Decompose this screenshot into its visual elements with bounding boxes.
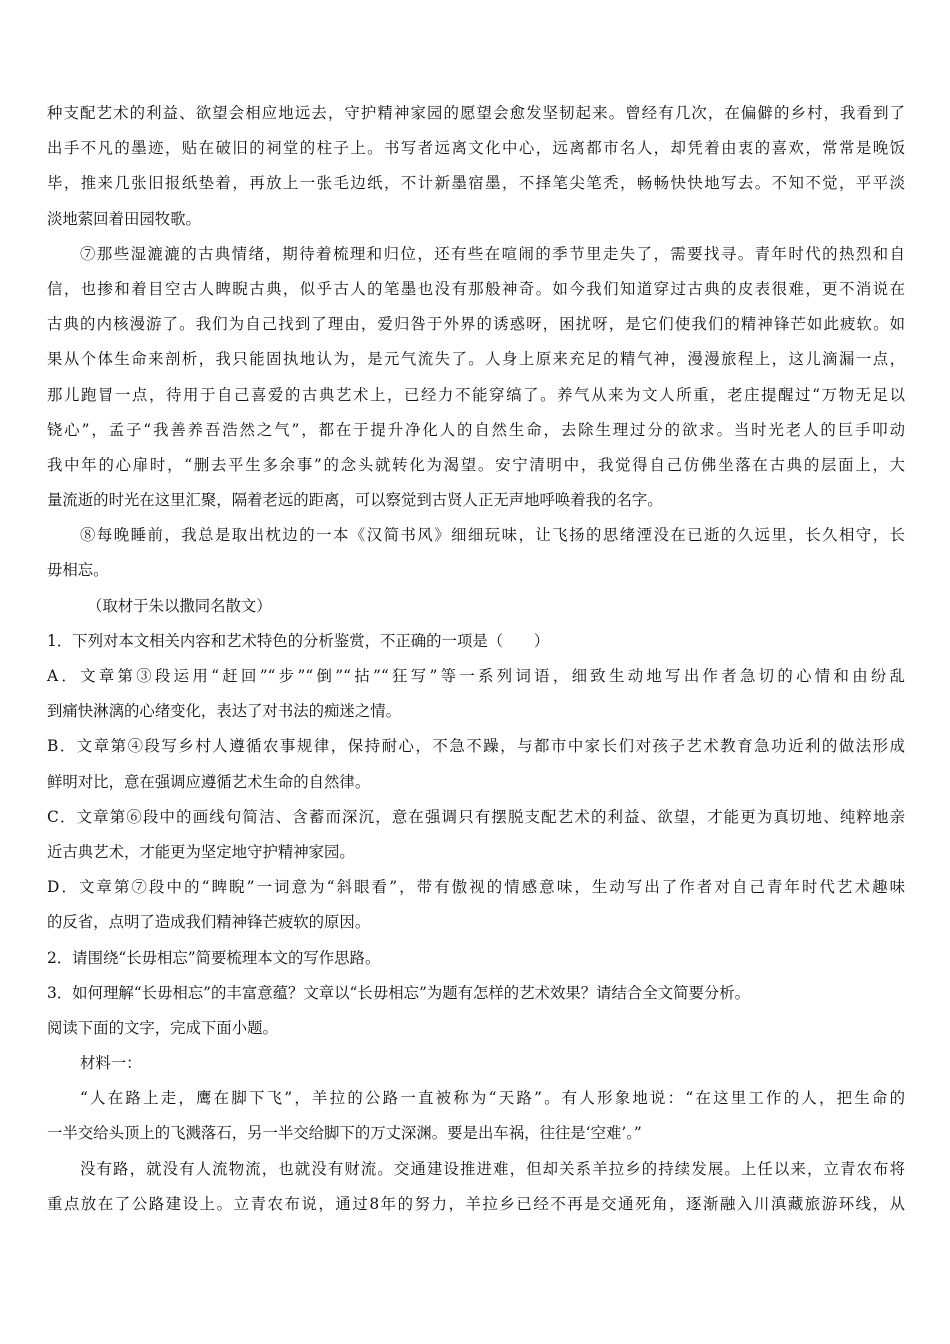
text-line: 淡地萦回着田园牧歌。	[47, 209, 201, 228]
text-line: 那儿跑冒一点，待用于自己喜爱的古典艺术上，已经力不能穿缟了。养气从来为文人所重，老庄提醒过“万物无足以	[47, 385, 905, 404]
text-line: 重点放在了公路建设上。立青农布说，通过8年的努力，羊拉乡已经不再是交通死角，逐渐融入川滇藏旅游环线，从	[47, 1194, 905, 1213]
text-line: 种支配艺术的利益、欲望会相应地远去，守护精神家园的愿望会愈发坚韧起来。曾经有几次，在偏僻的乡村，我看到了	[47, 104, 905, 122]
question-1: 1．下列对本文相关内容和艺术特色的分析鉴赏，不正确的一项是（ ）	[47, 631, 550, 650]
question-3: 3．如何理解“长毋相忘”的丰富意蕴？文章以“长毋相忘”为题有怎样的艺术效果？请结合全文简要分析。	[47, 983, 751, 1002]
text-line: 量流逝的时光在这里汇聚，隔着老远的距离，可以察觉到古贤人正无声地呼唤着我的名字。	[47, 491, 663, 510]
option-c: C．文章第⑥段中的画线句简洁、含蓄而深沉，意在强调只有摆脱支配艺术的利益、欲望，才能更为真切地、纯粹地亲	[47, 807, 905, 826]
text-line: 一半交给头顶上的飞溅落石，另一半交给脚下的万丈深渊。要是出车祸，往往是‘空难’。”	[47, 1124, 642, 1143]
question-2: 2．请围绕“长毋相忘”简要梳理本文的写作思路。	[47, 948, 381, 967]
option-b-cont: 鲜明对比，意在强调应遵循艺术生命的自然律。	[47, 772, 371, 791]
text-line: 信，也掺和着目空古人睥睨古典，似乎古人的笔墨也没有那般神奇。如今我们知道穿过古典的皮表很难，更不消说在	[47, 279, 905, 298]
reading-instruction: 阅读下面的文字，完成下面小题。	[47, 1018, 278, 1037]
document-page	[47, 96, 905, 1222]
option-b: B．文章第④段写乡村人遵循农事规律，保持耐心，不急不躁，与都市中家长们对孩子艺术教育急功近利的做法形成	[47, 737, 905, 756]
material-1-heading: 材料一：	[80, 1054, 142, 1073]
material-paragraph: 没有路，就没有人流物流，也就没有财流。交通建设推进难，但却关系羊拉乡的持续发展。上任以来，立青农布将	[80, 1159, 905, 1178]
option-a-cont: 到痛快淋漓的心绪变化，表达了对书法的痴迷之情。	[47, 702, 401, 721]
text-line: 毕，推来几张旧报纸垫着，再放上一张毛边纸，不计新墨宿墨，不择笔尖笔秃，畅畅快快地写去。不知不觉，平平淡	[47, 174, 905, 193]
text-line: 我中年的心扉时，“删去平生多余事”的念头就转化为渴望。安宁清明中，我觉得自己仿佛坐落在古典的层面上，大	[47, 455, 905, 474]
text-line: 果从个体生命来剖析，我只能固执地认为，是元气流失了。人身上原来充足的精气神，漫漫旅程上，这儿滴漏一点，	[47, 350, 905, 369]
paragraph-8-start: ⑧每晚睡前，我总是取出枕边的一本《汉简书风》细细玩味，让飞扬的思绪湮没在已逝的久远里，长久相守，长	[80, 526, 905, 545]
option-c-cont: 近古典艺术，才能更为坚定地守护精神家园。	[47, 842, 355, 861]
text-line: 铙心”，孟子“我善养吾浩然之气”，都在于提升净化人的自然生命，去除生理过分的欲求。当时光老人的巨手叩动	[47, 420, 905, 439]
source-note: （取材于朱以撒同名散文）	[87, 596, 272, 615]
option-d: D．文章第⑦段中的“睥睨”一词意为“斜眼看”，带有傲视的情感意味，生动写出了作者对自己青年时代艺术趣味	[47, 878, 905, 897]
option-d-cont: 的反省，点明了造成我们精神锋芒疲软的原因。	[47, 913, 371, 932]
material-paragraph: “人在路上走，鹰在脚下飞”，羊拉的公路一直被称为“天路”。有人形象地说：“在这里工作的人，把生命的	[80, 1089, 905, 1108]
option-a: A．文章第③段运用“赶回”“步”“倒”“拈”“狂写”等一系列词语，细致生动地写出作者急切的心情和由纷乱	[47, 667, 905, 685]
text-line: 出手不凡的墨迹，贴在破旧的祠堂的柱子上。书写者远离文化中心，远离都市名人，却凭着由衷的喜欢，常常是晚饭	[47, 139, 905, 158]
text-line: 古典的内核漫游了。我们为自己找到了理由，爱归咎于外界的诱惑呀，困扰呀，是它们使我们的精神锋芒如此疲软。如	[47, 315, 905, 334]
text-line: 毋相忘。	[47, 561, 109, 580]
paragraph-7-start: ⑦那些湿漉漉的古典情绪，期待着梳理和归位，还有些在喧闹的季节里走失了，需要找寻。青年时代的热烈和自	[80, 244, 905, 263]
